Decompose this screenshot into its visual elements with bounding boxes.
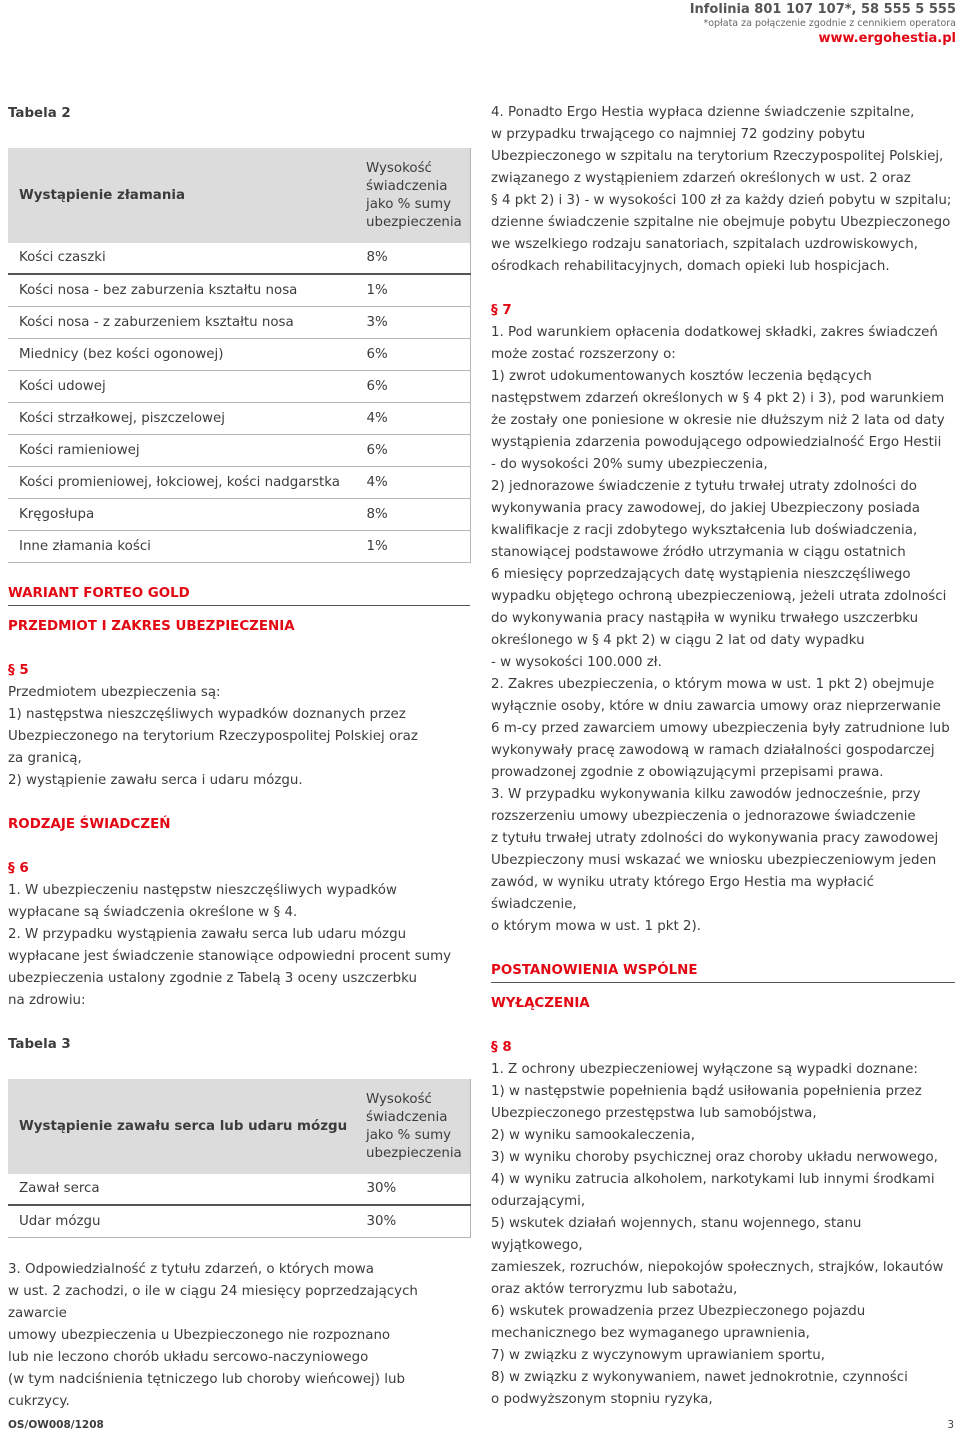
text-line: 3. Odpowiedzialność z tytułu zdarzeń, o których mowa — [8, 1262, 374, 1277]
text-line: 2. Zakres ubezpieczenia, o którym mowa w ust. 1 pkt 2) obejmuje — [491, 677, 935, 692]
table-row — [8, 403, 471, 435]
table3-header-col1: Wystąpienie zawału serca lub udaru mózgu — [8, 1079, 355, 1174]
text-line: - w wysokości 100.000 zł. — [491, 655, 662, 670]
text-line: 2. W przypadku wystąpienia zawału serca lub udaru mózgu — [8, 927, 407, 942]
par6-number: § 6 — [8, 861, 29, 876]
text-line: może zostać rozszerzony o: — [491, 347, 676, 362]
text-line: 3. W przypadku wykonywania kilku zawodów jednocześnie, przy — [491, 787, 921, 802]
hotline-text: Infolinia 801 107 107*, 58 555 5 555 — [689, 2, 956, 17]
text-line: wypłacane jest świadczenie stanowiące odpowiedni procent sumy — [8, 949, 452, 964]
row-label: Kości promieniowej, łokciowej, kości nadgarstka — [8, 467, 355, 499]
text-line: z tytułu trwałej utraty zdolności do wykonywania pracy zawodowej — [491, 831, 939, 846]
text-line: za granicą, — [8, 751, 82, 766]
row-label: Zawał serca — [8, 1174, 355, 1205]
right-column — [491, 102, 955, 1411]
row-value: 4% — [355, 403, 471, 435]
text-line: 2) wystąpienie zawału serca i udaru mózgu. — [8, 773, 303, 788]
text-line: w przypadku trwającego co najmniej 72 godziny pobytu — [491, 127, 866, 142]
table-row — [8, 499, 471, 531]
table3 — [8, 1079, 471, 1238]
text-line: 1) w następstwie popełnienia bądź usiłowania popełnienia przez — [491, 1084, 922, 1099]
text-line: do wykonywania pracy nastąpiła w wyniku trwałego uszczerbku — [491, 611, 919, 626]
text-line: o którym mowa w ust. 1 pkt 2). — [491, 919, 702, 934]
text-line: stanowiącej podstawowe źródło utrzymania w ciągu ostatnich — [491, 545, 906, 560]
text-line: zawód, w wyniku utraty którego Ergo Hestia ma wypłacić świadczenie, — [491, 875, 874, 912]
table-row — [8, 1205, 471, 1238]
table3-label: Tabela 3 — [8, 1037, 71, 1052]
row-label: Kości ramieniowej — [8, 435, 355, 467]
row-label: Miednicy (bez kości ogonowej) — [8, 339, 355, 371]
subject-heading: PRZEDMIOT I ZAKRES UBEZPIECZENIA — [8, 619, 295, 634]
row-value: 6% — [355, 339, 471, 371]
table2-header-col1: Wystąpienie złamania — [8, 148, 355, 243]
par6-text — [8, 880, 470, 1012]
common-heading: POSTANOWIENIA WSPÓLNE — [491, 963, 698, 978]
text-line: 1. W ubezpieczeniu następstw nieszczęśliwych wypadków — [8, 883, 397, 898]
text-line: następstwem zdarzeń określonych w § 4 pkt 2) i 3), pod warunkiem — [491, 391, 945, 406]
text-line: 8) w związku z wykonywaniem, nawet jednokrotnie, czynności — [491, 1370, 908, 1385]
left-column — [8, 102, 470, 1413]
row-label: Kości strzałkowej, piszczelowej — [8, 403, 355, 435]
text-line: 4. Ponadto Ergo Hestia wypłaca dzienne świadczenie szpitalne, — [491, 105, 915, 120]
exclusions-heading: WYŁĄCZENIA — [491, 996, 590, 1011]
table-row — [8, 339, 471, 371]
row-label: Kręgosłupa — [8, 499, 355, 531]
table3-header-col2: Wysokość świadczenia jako % sumy ubezpieczenia — [355, 1079, 471, 1174]
text-line: wykonywania pracy zawodowej, do jakiej Ubezpieczony posiada — [491, 501, 920, 516]
text-line: 6 miesięcy poprzedzających datę wystąpienia nieszczęśliwego — [491, 567, 911, 582]
table2-header-col2: Wysokość świadczenia jako % sumy ubezpieczenia — [355, 148, 471, 243]
text-line: oraz aktów terroryzmu lub sabotażu, — [491, 1282, 738, 1297]
section-divider-right — [491, 982, 955, 983]
row-value: 1% — [355, 531, 471, 563]
table3-header — [8, 1079, 471, 1174]
section-divider — [8, 605, 470, 606]
text-line: umowy ubezpieczenia u Ubezpieczonego nie rozpoznano — [8, 1328, 391, 1343]
text-line: Ubezpieczony musi wskazać we wniosku ubezpieczeniowym jeden — [491, 853, 937, 868]
table2-header — [8, 148, 471, 243]
text-line: wypłacane są świadczenia określone w § 4. — [8, 905, 298, 920]
text-line: 2) w wyniku samookaleczenia, — [491, 1128, 695, 1143]
text-line: (w tym nadciśnienia tętniczego lub choroby wieńcowej) lub cukrzycy. — [8, 1372, 405, 1409]
text-line: 1. Z ochrony ubezpieczeniowej wyłączone są wypadki doznane: — [491, 1062, 918, 1077]
page-header — [690, 2, 956, 48]
text-line: mechanicznego bez wymaganego uprawnienia, — [491, 1326, 810, 1341]
row-label: Kości nosa - bez zaburzenia kształtu nosa — [8, 274, 355, 307]
website-link[interactable]: www.ergohestia.pl — [818, 31, 956, 46]
row-value: 30% — [355, 1174, 471, 1205]
text-line: zamieszek, rozruchów, niepokojów społecznych, strajków, lokautów — [491, 1260, 944, 1275]
text-line: na zdrowiu: — [8, 993, 86, 1008]
row-label: Inne złamania kości — [8, 531, 355, 563]
table-row — [8, 274, 471, 307]
text-line: 1. Pod warunkiem opłacenia dodatkowej składki, zakres świadczeń — [491, 325, 938, 340]
document-code: OS/OW008/1208 — [8, 1419, 104, 1431]
text-line: wypadku objętego ochroną ubezpieczeniową, jeżeli utrata zdolności — [491, 589, 947, 604]
par4-continued-text — [491, 102, 955, 278]
table-row — [8, 307, 471, 339]
text-line: o podwyższonym stopniu ryzyka, — [491, 1392, 713, 1407]
text-line: 3) w wyniku choroby psychicznej oraz choroby układu nerwowego, — [491, 1150, 938, 1165]
text-line: rozszerzeniu umowy ubezpieczenia o jednorazowe świadczenie — [491, 809, 916, 824]
text-line: związanego z wystąpieniem zdarzeń określonych w ust. 2 oraz — [491, 171, 911, 186]
text-line: § 4 pkt 2) i 3) - w wysokości 100 zł za każdy dzień pobytu w szpitalu; — [491, 193, 952, 208]
text-line: Ubezpieczonego na terytorium Rzeczypospolitej Polskiej oraz — [8, 729, 418, 744]
par8-text — [491, 1059, 955, 1411]
text-line: prowadzonej zgodnie z obowiązującymi przepisami prawa. — [491, 765, 884, 780]
row-label: Udar mózgu — [8, 1205, 355, 1238]
row-value: 8% — [355, 499, 471, 531]
table-row — [8, 531, 471, 563]
text-line: odurzającymi, — [491, 1194, 586, 1209]
text-line: że zostały one poniesione w okresie nie dłuższym niż 2 lata od daty — [491, 413, 945, 428]
text-line: Ubezpieczonego przestępstwa lub samobójstwa, — [491, 1106, 817, 1121]
text-line: dzienne świadczenie szpitalne nie obejmuje pobytu Ubezpieczonego — [491, 215, 951, 230]
benefits-heading: RODZAJE ŚWIADCZEŃ — [8, 817, 171, 832]
row-value: 6% — [355, 371, 471, 403]
text-line: lub nie leczono chorób układu sercowo-naczyniowego — [8, 1350, 369, 1365]
text-line: określonego w § 4 pkt 2) w ciągu 2 lat od daty wypadku — [491, 633, 865, 648]
row-label: Kości udowej — [8, 371, 355, 403]
text-line: 5) wskutek działań wojennych, stanu wojennego, stanu wyjątkowego, — [491, 1216, 862, 1253]
text-line: 4) w wyniku zatrucia alkoholem, narkotykami lub innymi środkami — [491, 1172, 935, 1187]
table-row — [8, 243, 471, 274]
text-line: Ubezpieczonego w szpitalu na terytorium Rzeczypospolitej Polskiej, — [491, 149, 944, 164]
row-value: 4% — [355, 467, 471, 499]
row-value: 3% — [355, 307, 471, 339]
row-label: Kości czaszki — [8, 243, 355, 274]
table-row — [8, 467, 471, 499]
table-row — [8, 371, 471, 403]
text-line: ośrodkach rehabilitacyjnych, domach opieki lub hospicjach. — [491, 259, 890, 274]
table-row — [8, 435, 471, 467]
text-line: Przedmiotem ubezpieczenia są: — [8, 685, 221, 700]
table-row — [8, 1174, 471, 1205]
text-line: ubezpieczenia ustalony zgodnie z Tabelą 3 oceny uszczerbku — [8, 971, 418, 986]
par6-continued-text — [8, 1259, 470, 1413]
text-line: 1) zwrot udokumentowanych kosztów leczenia będących — [491, 369, 872, 384]
row-value: 30% — [355, 1205, 471, 1238]
par8-number: § 8 — [491, 1040, 512, 1055]
text-line: - do wysokości 20% sumy ubezpieczenia, — [491, 457, 768, 472]
row-value: 6% — [355, 435, 471, 467]
table2 — [8, 148, 471, 563]
text-line: 6) wskutek prowadzenia przez Ubezpieczonego pojazdu — [491, 1304, 866, 1319]
text-line: 6 m-cy przed zawarciem umowy ubezpieczenia były zatrudnione lub — [491, 721, 950, 736]
text-line: wyłącznie osoby, które w dniu zawarcia umowy oraz nieprzerwanie — [491, 699, 941, 714]
page-number: 3 — [947, 1419, 954, 1431]
row-label: Kości nosa - z zaburzeniem kształtu nosa — [8, 307, 355, 339]
table2-label: Tabela 2 — [8, 106, 71, 121]
hotline-note: *opłata za połączenie zgodnie z cennikiem operatora — [703, 18, 956, 29]
par7-text — [491, 322, 955, 938]
text-line: kwalifikacje z racji zdobytego wykształcenia lub doświadczenia, — [491, 523, 918, 538]
text-line: 7) w związku z wyczynowym uprawianiem sportu, — [491, 1348, 826, 1363]
variant-heading: WARIANT FORTEO GOLD — [8, 586, 190, 601]
par5-text — [8, 682, 470, 792]
text-line: we wszelkiego rodzaju sanatoriach, szpitalach uzdrowiskowych, — [491, 237, 918, 252]
row-value: 1% — [355, 274, 471, 307]
text-line: w ust. 2 zachodzi, o ile w ciągu 24 miesięcy poprzedzających zawarcie — [8, 1284, 418, 1321]
par7-number: § 7 — [491, 303, 512, 318]
par5-number: § 5 — [8, 663, 29, 678]
text-line: wykonywały pracę zawodową w ramach działalności gospodarczej — [491, 743, 935, 758]
text-line: 2) jednorazowe świadczenie z tytułu trwałej utraty zdolności do — [491, 479, 917, 494]
text-line: 1) następstwa nieszczęśliwych wypadków doznanych przez — [8, 707, 406, 722]
row-value: 8% — [355, 243, 471, 274]
text-line: wystąpienia zdarzenia powodującego odpowiedzialność Ergo Hestii — [491, 435, 942, 450]
